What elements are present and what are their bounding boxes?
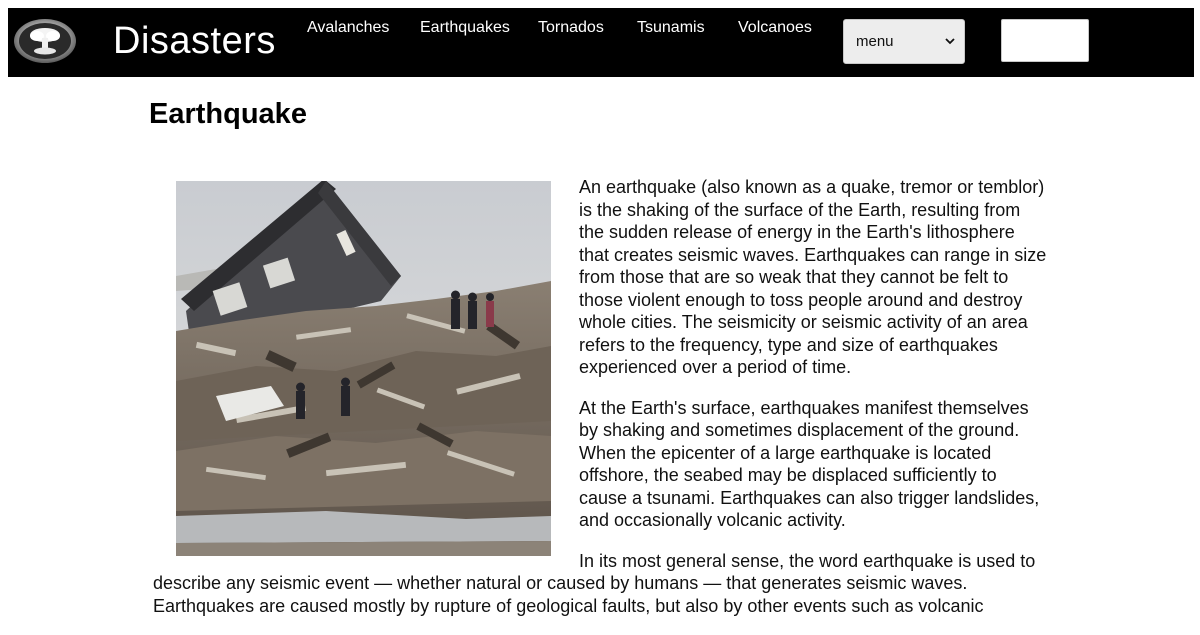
- nav-link-volcanoes[interactable]: Volcanoes: [738, 19, 812, 36]
- earthquake-damage-photo: [176, 181, 551, 556]
- top-navbar: [8, 8, 1194, 77]
- article-paragraph: In its most general sense, the word earthquake is used to describe any seismic event — whether natural or caused by humans — that generates seismic waves. Earthquakes are caused mostly by rupture of geological faults, but also by other events such as volcanic: [153, 550, 1036, 616]
- menu-select-value: menu: [856, 33, 894, 50]
- article-body: [153, 176, 1047, 635]
- chevron-down-icon: [944, 35, 956, 47]
- nav-link-earthquakes[interactable]: Earthquakes: [420, 19, 510, 36]
- mushroom-cloud-icon[interactable]: [13, 18, 77, 64]
- menu-select[interactable]: [843, 19, 965, 64]
- page-title: Earthquake: [149, 98, 307, 130]
- article-paragraph: An earthquake (also known as a quake, tremor or temblor) is the shaking of the surface of the Earth, resulting from the sudden release of energy in the Earth's lithosphere that creates seismic waves. Earthquakes can range in size from those that are so weak that they cannot be felt to those violent enough to toss people around and destroy whole cities. The seismicity or seismic activity of an area refers to the frequency, type and size of earthquakes experienced over a period of time.: [579, 177, 1047, 377]
- nav-link-avalanches[interactable]: Avalanches: [307, 19, 390, 36]
- search-input[interactable]: [1001, 19, 1089, 62]
- nav-link-tornados[interactable]: Tornados: [538, 19, 604, 36]
- nav-link-tsunamis[interactable]: Tsunamis: [637, 19, 705, 36]
- article-paragraph: At the Earth's surface, earthquakes manifest themselves by shaking and sometimes displacement of the ground. When the epicenter of a large earthquake is located offshore, the seabed may be displaced sufficiently to cause a tsunami. Earthquakes can also trigger landslides, and occasionally volcanic activity.: [579, 397, 1040, 530]
- site-title[interactable]: Disasters: [113, 20, 276, 62]
